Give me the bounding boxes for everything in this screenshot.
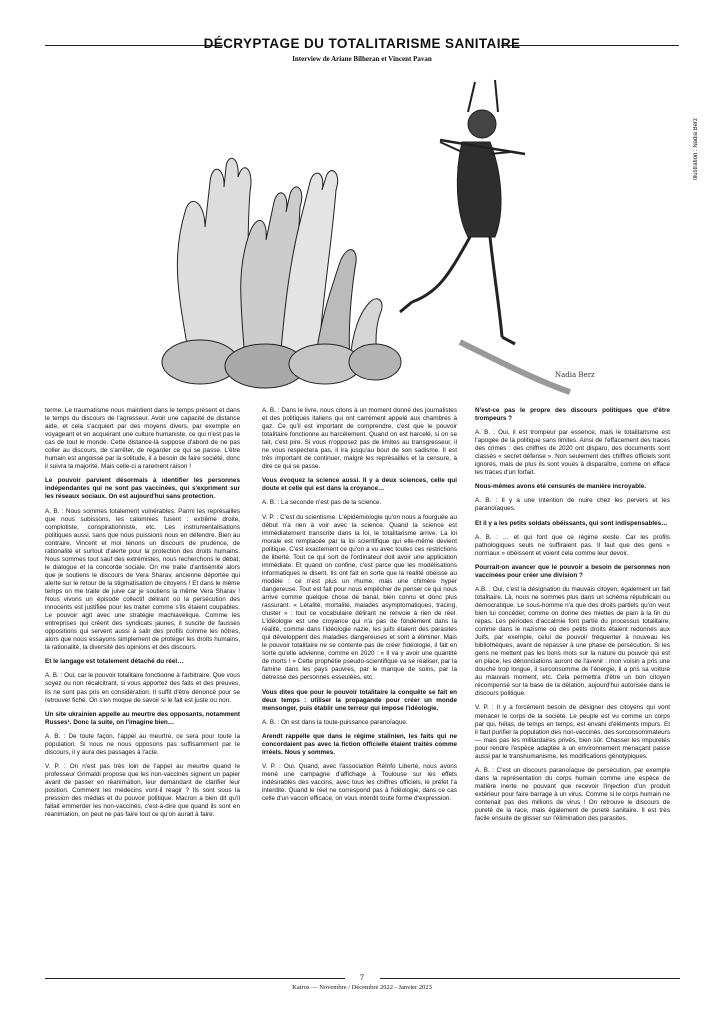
interview-question: Et le langage est totalement détaché du réel… xyxy=(45,658,184,666)
interview-question: Vous évoquez la science aussi. Il y a deux sciences, celle qui doute et celle qui est dans la croyance… xyxy=(262,477,457,493)
interview-question: Pourrait-on avancer que le pouvoir a besoin de personnes non vaccinées pour créer une division ? xyxy=(475,563,670,579)
interview-question: Et il y a les petits soldats obéissants, qui sont indispensables… xyxy=(475,519,668,527)
illustration-icon xyxy=(150,62,595,392)
interview-answer: V. P. : Oui. Quand, avec l'association RéInfo Liberté, nous avons mené une campagne d'affichage à Toulouse sur les effets indésirables des vaccins, avec tous les chiffres officiels, le préfet l'a interdite. Quand le réel ne correspond pas à l'idéologie, dans ce cas celle d'un vaccin efficace, on vous interdit toute forme d'expression. xyxy=(262,762,457,803)
interview-answer: A. B. : Oui, car le pouvoir totalitaire fonctionne à l'arbitraire. Que vous soyez ou non récalcitrant, si vous apportez des faits et des preuves, ils ne sont pas pris en considération. Il suffit d'être dénoncé pour se retrouver fiché. On s'en moque de savoir si le fait est juste ou non. xyxy=(45,672,240,704)
interview-answer: V. P. : Il y a forcément besoin de désigner des citoyens qui vont menacer le corps de la société. Le peuple est vu comme un corps par qui, hélas, de temps en temps, est envahi d'éléments impurs. Et il faut purifier la population des non-vaccinés, des surconsommateurs — mais pas les milliardaires privés, bien sûr. Chasser les impuretés pour rendre l'espèce adaptée à un environnement menaçant passe aussi par le transhumanisme, les modifications génotypiques. xyxy=(475,704,670,760)
article-title: DÉCRYPTAGE DU TOTALITARISME SANITAIRE xyxy=(203,36,521,51)
interview-answer: A. B. : Dans le livre, nous citons à un moment donné des journalistes et des politiques italiens qui ont carrément appelé aux chambres à gaz. Ce qu'il est important de comprendre, c'est que le pouvoir totalitaire fonctionne au harcèlement. Quand on est harcelé, si on se tait, c'est pire. Si vous n'opposez pas de limites au transgresseur, il ne vous respectera pas, il ira jusqu'au bout de son sadisme. Il est très important de continuer, malgré les représailles et la censure, à dire ce qui se passe. xyxy=(262,407,457,471)
interview-question: Le pouvoir parvient désormais à identifier les personnes indépendantes qui ne sont pas vaccinées, qui s'expriment sur les réseaux sociaux. On est aujourd'hui sans protection. xyxy=(45,477,240,501)
article-column-1 xyxy=(45,407,240,967)
interview-answer: A. B. : La seconde n'est pas de la science. xyxy=(262,499,382,507)
interview-answer: terme. Le traumatisme nous maintient dans le temps présent et dans le temps du discours de l'agresseur. Avoir une capacité de distance aide, et cela s'acquiert par des moyens divers, par exemple en voyageant et en acquérant une culture humaniste, ce qui n'est pas le cas de tout le monde. Cette distance-là suppose d'abord de ne pas coller au discours, de s'arrêter, de regarder ce qui se passe. L'être humain est angoissé par la solitude, il a besoin de faire société, donc il suivra la majorité. Mais celle-ci a rarement raison ! xyxy=(45,407,240,471)
interview-question: Vous dites que pour le pouvoir totalitaire la conquête se fait en deux temps : utiliser la propagande pour créer un monde mensonger, puis établir une terreur qui impose l'idéologie. xyxy=(262,688,457,712)
interview-answer: A.B. : Oui, c'est la désignation du mauvais citoyen, également un fait totalitaire. Là, nous ne sommes plus dans un schéma républicain ou démocratique. Le sous-homme n'a que des droits partiels qu'on veut bien lui concéder, comme on donne des miettes de pain à la fin du repas. Les périodes d'accalmie font partie du processus totalitaire, comme dans le nazisme où des petits droits étaient redonnés aux Juifs, par exemple, celui de pouvoir fréquenter à nouveau les bibliothèques, avant de repasser à une phase de persécution. Si les gens ne mettent pas les bons mots sur la nature du pouvoir qui est en place, les dénonciations auront de l'avenir : mon voisin a pris une douche trop longue, il surconsomme de l'énergie, il a pris sa voiture au mauvais moment, etc. Cela permettra d'être un bon citoyen récompensé sur la base de la délation, aujourd'hui autorisée dans le discours politique. xyxy=(475,585,670,698)
interview-answer: A. B. : De toute façon, l'appel au meurtre, ce sera pour toute la population. Si nous ne nous opposons pas suffisamment par le discours, il y aura des passages à l'acte. xyxy=(45,732,240,756)
article-byline: Interview de Ariane Bilheran et Vincent Pavan xyxy=(292,55,432,63)
interview-question: Nous-mêmes avons été censurés de manière incroyable. xyxy=(475,483,647,491)
interview-answer: V. P. : C'est du scientisme. L'épidémiologie qu'on nous a fourguée au début n'a rien à voir avec la science. Quand la science est immédiatement transcrite dans la loi, le totalitarisme arrive. La loi morale est remplacée par la loi scientifique qui elle-même devient politique. C'est exactement ce qu'on a vu avec toutes ces restrictions de liberté. Tout ce qui sort de l'ordinateur doit avoir une application immédiate. Et quand on confine, c'est parce que les modélisations informatiques le disent. Ils ont fait en sorte que la réalité obéisse au modèle : ce n'est plus un rhume, mais une chimère hyper dangereuse. Tout est fait pour nous empêcher de penser ce qui nous arrive comme quelque chose de banal, bien connu et donc plus rassurant. « Létalité, mortalité, malades asymptomatiques, tracing, cluster » : tout ce vocabulaire délirant ne renvoie à rien de réel. L'idéologie est une croyance qui n'a pas de fondement dans la réalité, comme dans l'idéologie nazie, les juifs étaient des parasites qui développent des maladies dangereuses et sont à éliminer. Mais le pouvoir totalitaire ne se contente pas de créer l'idéologie, il fait en sorte qu'elle advienne, comme en 2020 : « Il va y avoir une quantité de morts ! » Cette prophétie pseudo-scientifique va se réaliser, par la famine dans les pays pauvres, par le manque de soins, par la détresse des personnes esseulées, etc. xyxy=(262,513,457,682)
interview-question: N'est-ce pas le propre des discours politiques que d'être trompeurs ? xyxy=(475,407,670,423)
interview-question: Un site ukrainien appelle au meurtre des opposants, notamment Russes¹. Donc la suite, on l'imagine bien… xyxy=(45,710,240,726)
interview-answer: V. P. : On n'est pas très loin de l'appel au meurtre quand le professeur Grimaldi propose que les non-vaccinés signent un papier avant de passer en réanimation, leur demandant de clarifier leur position. Comment les médecins vont-il réagir ? Ils sont sous la pression des médias et du pouvoir politique. Macron a bien dit qu'il fallait emmerder les non-vaccinés, c'est-à-dire que quand ils sont en réanimation, on peut ne pas faire tout ce qu'on aurait à faire. xyxy=(45,762,240,819)
illustration-credit: Illustration : Nadia Berz xyxy=(693,118,699,181)
footer-text: Kairos — Novembre / Décembre 2022 - Janvier 2023 xyxy=(292,984,432,991)
illustration-signature: Nadia Berz xyxy=(555,371,595,379)
interview-question: Arendt rappelle que dans le régime stalinien, les faits qui ne concordaient pas avec la fiction officielle étaient traités comme irréels. Nous y sommes. xyxy=(262,732,457,756)
interview-answer: A. B. : … et qui font que ce régime existe. Car les profils pathologiques seuls ne suffiraient pas. Il faut que des gens « normaux » obéissent et voient cela comme leur devoir. xyxy=(475,533,670,557)
interview-answer: A. B. : Il y a une intention de nuire chez les pervers et les paranoïaques. xyxy=(475,497,670,513)
page-number: 7 xyxy=(360,973,364,982)
interview-answer: A. B. : Oui, il est trompeur par essence, mais le totalitarisme est l'apogée de la politique sans limites. Ainsi de l'effacement des traces des crimes : des chiffres de 2020 ont disparu, des documents sont classés « secret défense ». Non seulement des chiffres officiels sont ignorés, mais de plus ils sont voués à disparaître, comme on efface les traces d'un forfait. xyxy=(475,429,670,477)
interview-answer: A. B. : On est dans la toute-puissance paranoïaque. xyxy=(262,718,408,726)
article-column-2 xyxy=(262,407,457,967)
interview-answer: A. B. : C'est un discours paranoïaque de persécution, par exemple dans la représentation du corps humain comme une espèce de matière inerte ne pouvant que recevoir l'injection d'un produit extérieur pour faire barrage à un virus. Comme si le corps humain ne contenait pas des millions de virus ! On retrouve le discours de pureté de la race, mais également de pureté sanitaire. Il est très facile ensuite de glisser sur l'élimination des parasites. xyxy=(475,766,670,823)
interview-answer: A. B. : Nous sommes totalement vulnérables. Parmi les représailles que nous subissons, les calomnies fusent : extrême droite, complotiste, conspirationniste, etc. Les instrumentalisations politiques aussi, sans que nous puissions nous en défendre. Bien au contraire, Vincent et moi tenons un discours de prudence, de rationalité et surtout d'alerte pour la protection des droits humains. Nous sommes tout sauf des extrémistes, nous recherchons le débat, le dialogue et la concorde sociale. On me traite d'antisémite alors que je soutiens le discours de Vera Sharav, ancienne déportée qui alerte sur le retour de la stigmatisation de citoyens ! Et dans le même temps on me traite de juive car je soutiens la même Vera Sharav ! Nous vivons un épisode collectif délirant où la persécution des innocents est justifiée pour les traiter comme s'ils étaient coupables. Le pouvoir agit avec une stratégie machiavélique. Comme les entreprises qui créent des syndicats jaunes, il suscite de fausses oppositions qui servent aussi à salir des profils comme les nôtres, alors que nous essayons simplement de protéger les droits humains, la rationalité, la diversité des opinions et des discours. xyxy=(45,507,240,652)
article-column-3 xyxy=(475,407,670,967)
